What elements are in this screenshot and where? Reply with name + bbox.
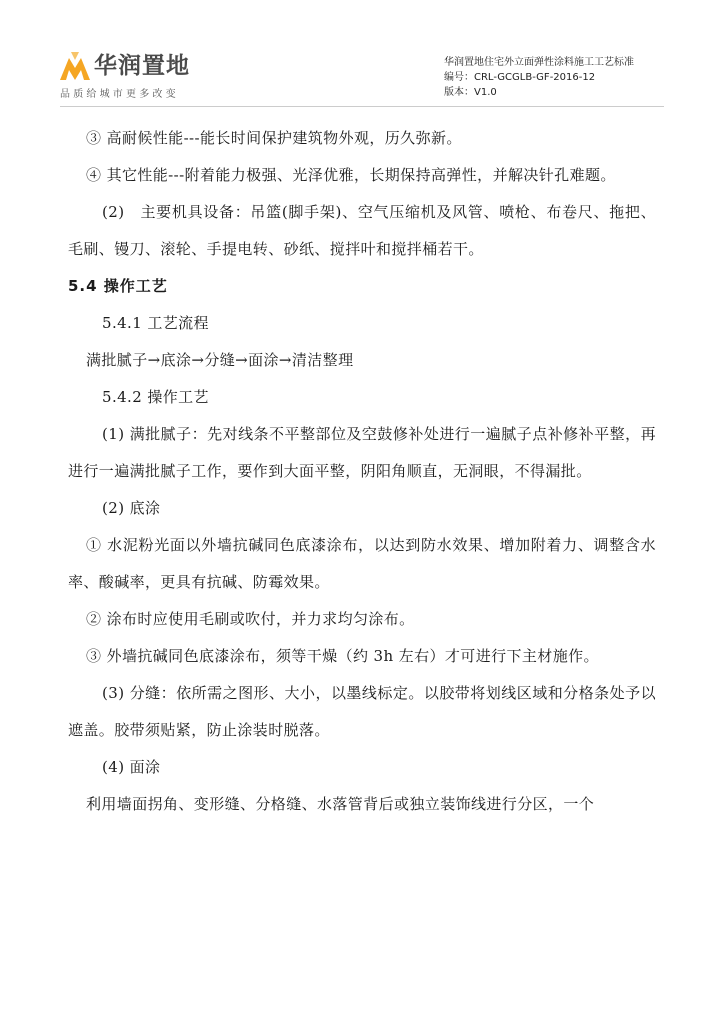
subsection-heading: 5.4.1 工艺流程 [102,314,209,332]
subsection-heading: 5.4.2 操作工艺 [102,388,209,406]
paragraph: ① 水泥粉光面以外墙抗碱同色底漆涂布，以达到防水效果、增加附着力、调整含水率、酸碱率，更具有抗碱、防霉效果。 [68,536,656,591]
page-header [0,0,724,110]
document-version: 版本：V1.0 [444,87,497,98]
paragraph: ③ 外墙抗碱同色底漆涂布，须等干燥（约 3h 左右）才可进行下主材施作。 [86,647,599,665]
paragraph: (2) 主要机具设备：吊篮(脚手架)、空气压缩机及风管、喷枪、布卷尺、拖把、毛刷、镘刀、滚轮、手提电转、砂纸、搅拌叶和搅拌桶若干。 [68,203,656,258]
paragraph: ② 涂布时应使用毛刷或吹付，并力求均匀涂布。 [86,610,415,628]
paragraph: (4) 面涂 [102,758,161,776]
company-logo [60,52,200,102]
document-title: 华润置地住宅外立面弹性涂料施工工艺标准 [444,57,634,68]
paragraph: (1) 满批腻子：先对线条不平整部位及空鼓修补处进行一遍腻子点补修补平整，再进行一遍满批腻子工作，要作到大面平整，阴阳角顺直，无洞眼，不得漏批。 [68,425,656,480]
paragraph: (2) 底涂 [102,499,161,517]
paragraph: ③ 高耐候性能---能长时间保护建筑物外观，历久弥新。 [86,129,462,147]
logo-name: 华润置地 [94,53,190,79]
paragraph: (3) 分缝：依所需之图形、大小，以墨线标定。以胶带将划线区域和分格条处予以遮盖。胶带须贴紧，防止涂装时脱落。 [68,684,656,739]
paragraph: 利用墙面拐角、变形缝、分格缝、水落管背后或独立装饰线进行分区，一个 [86,795,595,813]
process-flow: 满批腻子→底涂→分缝→面涂→清洁整理 [86,351,354,369]
header-divider [60,106,664,107]
logo-mark-icon [60,52,90,80]
logo-slogan: 品质给城市更多改变 [60,89,179,100]
page-content [68,120,656,823]
document-number: 编号：CRL-GCGLB-GF-2016-12 [444,72,596,83]
document-info [444,55,634,100]
section-heading: 5.4 操作工艺 [68,277,168,295]
paragraph: ④ 其它性能---附着能力极强、光泽优雅，长期保持高弹性，并解决针孔难题。 [86,166,616,184]
